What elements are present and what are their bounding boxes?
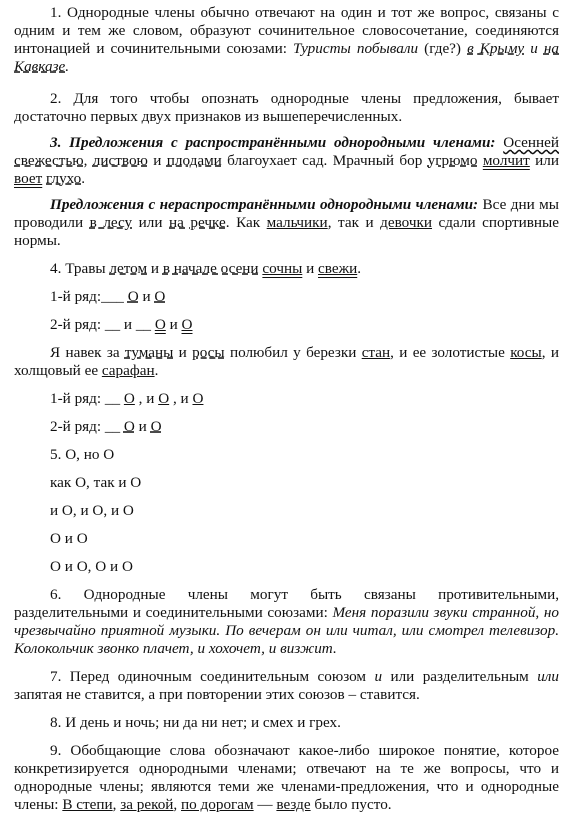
sentence-text: благоухает сад. Мрачный бор xyxy=(221,152,428,169)
section-heading: Предложения с нераспространёнными однородными членами: xyxy=(50,196,479,213)
homogeneous-member: косы xyxy=(510,344,542,361)
dash: — xyxy=(253,796,277,813)
scheme-member: О xyxy=(127,288,139,305)
homogeneous-member: плодами xyxy=(166,152,222,169)
homogeneous-member: девочки xyxy=(380,214,433,231)
homogeneous-member: свежи xyxy=(318,260,358,277)
sentence-text: было пусто. xyxy=(310,796,392,813)
conjunction: или xyxy=(537,668,559,685)
scheme-label: 2-й ряд: xyxy=(50,418,105,435)
homogeneous-member: за рекой xyxy=(120,796,174,813)
scheme-line: как О, так и О xyxy=(50,474,142,491)
homogeneous-member: стан xyxy=(361,344,391,361)
scheme-row-3 xyxy=(14,390,559,408)
scheme-line: и О, и О, и О xyxy=(50,502,134,519)
scheme-member: О xyxy=(192,390,204,407)
conjunction: и xyxy=(165,316,182,333)
sentence-text: Я навек за xyxy=(50,344,125,361)
rule-text: или разделительным xyxy=(382,668,538,685)
homogeneous-member: молчит xyxy=(482,152,530,169)
rule-text: запятая не ставится, а при повторении этих союзов – ставится. xyxy=(14,686,420,703)
scheme-line: О и О, О и О xyxy=(50,558,133,575)
conjunction: и xyxy=(120,316,136,333)
scheme-member: О xyxy=(123,418,135,435)
rule-text: 1. Однородные члены обычно отвечают на один и тот же вопрос, связаны с одним и тем же словом, образуют сочинительное словосочетание, соединяются интонацией и сочинительными союзами: xyxy=(14,4,559,57)
section-heading: 3. Предложения с распространёнными однородными членами: xyxy=(50,134,496,151)
scheme-line: 5. О, но О xyxy=(50,446,115,463)
homogeneous-member: сочны xyxy=(262,260,303,277)
scheme-member: О xyxy=(154,316,166,333)
homogeneous-member: по дорогам xyxy=(181,796,254,813)
sentence-text: сдали спортивные нормы. xyxy=(14,214,559,249)
homogeneous-member: Осенней xyxy=(503,134,560,151)
homogeneous-member: летом xyxy=(109,260,148,277)
conjunction: , так и xyxy=(327,214,381,231)
conjunction: , и xyxy=(169,390,193,407)
homogeneous-member: сарафан xyxy=(101,362,155,379)
conjunction: и xyxy=(134,418,151,435)
conjunction: и xyxy=(147,260,163,277)
homogeneous-member: В степи xyxy=(62,796,113,813)
homogeneous-member: листвою xyxy=(92,152,148,169)
homogeneous-member: в начале осени xyxy=(162,260,259,277)
conjunction: , и xyxy=(134,390,159,407)
paragraph-9: 8. И день и ночь; ни да ни нет; и смех и грех. xyxy=(50,714,341,731)
scheme-blank: __ xyxy=(104,390,121,407)
conjunction: или xyxy=(529,152,560,169)
scheme-blank: __ xyxy=(104,316,121,333)
paragraph-6 xyxy=(14,344,559,380)
scheme-member: О xyxy=(123,390,135,407)
homogeneous-member: мальчики xyxy=(266,214,328,231)
generalizing-word: везде xyxy=(276,796,311,813)
paragraph-8 xyxy=(14,668,559,704)
conjunction: и xyxy=(138,288,155,305)
scheme-member: О xyxy=(181,316,193,333)
conjunction: и xyxy=(374,668,383,685)
homogeneous-member: в лесу xyxy=(89,214,133,231)
paragraph-2: 2. Для того чтобы опознать однородные члены предложения, бывает достаточно первых двух признаков из вышеперечисленных. xyxy=(14,90,559,125)
sentence-text: Все дни мы проводили xyxy=(14,196,559,231)
punctuation: , xyxy=(173,796,182,813)
conjunction: и xyxy=(173,344,193,361)
paragraph-3: 3. Предложения с распространёнными однородными членами: Осенней свежестью, листвою и плодами благоухает сад. Мрачный бор угрюмо молчит или воет глухо. xyxy=(14,134,560,187)
homogeneous-member: свежестью xyxy=(14,152,84,169)
homogeneous-member: на речке xyxy=(169,214,226,231)
scheme-member: О xyxy=(154,288,166,305)
question-text: (где?) xyxy=(418,40,468,57)
scheme-line: О и О xyxy=(50,530,88,547)
homogeneous-member: воет xyxy=(14,170,43,187)
scheme-blank: __ xyxy=(135,316,152,333)
scheme-row-1 xyxy=(14,288,559,306)
punctuation: . xyxy=(81,170,86,187)
homogeneous-member: глухо xyxy=(46,170,82,187)
example-text: Меня поразили звуки странной, но чрезвычайно приятной музыки. По вечерам он или читал, или смотрел телевизор. Колокольчик звонко плачет, и хохочет, и визжит. xyxy=(14,604,559,657)
scheme-blank: __ xyxy=(104,418,121,435)
example-text: Туристы побывали xyxy=(293,40,419,57)
rule-text: 6. Однородные члены могут быть связаны противительными, разделительными и соединительными союзами: xyxy=(14,586,559,621)
scheme-label: 1-й ряд: xyxy=(50,390,105,407)
scheme-label: 2-й ряд: xyxy=(50,316,105,333)
paragraph-4 xyxy=(14,196,559,250)
homogeneous-member: росы xyxy=(192,344,225,361)
sentence-text: 4. Травы xyxy=(50,260,110,277)
paragraph-10 xyxy=(14,742,559,814)
homogeneous-member: в Крыму xyxy=(467,40,525,57)
sentence-text: , и холщовый ее xyxy=(14,344,559,379)
scheme-blank: ___ xyxy=(101,288,124,305)
conjunction: и xyxy=(302,260,319,277)
punctuation: . xyxy=(357,260,362,277)
sentence-text: полюбил у березки xyxy=(224,344,362,361)
paragraph-1 xyxy=(14,4,559,76)
scheme-row-2 xyxy=(14,316,559,334)
conjunction: или xyxy=(132,214,170,231)
paragraph-5 xyxy=(14,260,559,278)
punctuation: . xyxy=(154,362,159,379)
punctuation: , xyxy=(112,796,121,813)
homogeneous-member: туманы xyxy=(124,344,174,361)
sentence-text: . Как xyxy=(225,214,267,231)
scheme-member: О xyxy=(150,418,162,435)
conjunction: и xyxy=(524,40,544,57)
homogeneous-member: угрюмо xyxy=(427,152,478,169)
scheme-row-4 xyxy=(14,418,559,436)
scheme-label: 1-й ряд: xyxy=(50,288,102,305)
sentence-text: , и ее золотистые xyxy=(390,344,511,361)
conjunction: и xyxy=(147,152,167,169)
scheme-member: О xyxy=(158,390,170,407)
punctuation: . xyxy=(65,58,70,75)
paragraph-7 xyxy=(14,586,559,658)
rule-text: 7. Перед одиночным соединительным союзом xyxy=(50,668,375,685)
homogeneous-member: на Кавказе xyxy=(14,40,560,75)
rule-text: 9. Обобщающие слова обозначают какое-либо широкое понятие, которое конкретизируется однородными членами; отвечают на те же вопросы, что и однородные члены; являются теми же членами-предложения, что и однородные члены: xyxy=(14,742,559,813)
